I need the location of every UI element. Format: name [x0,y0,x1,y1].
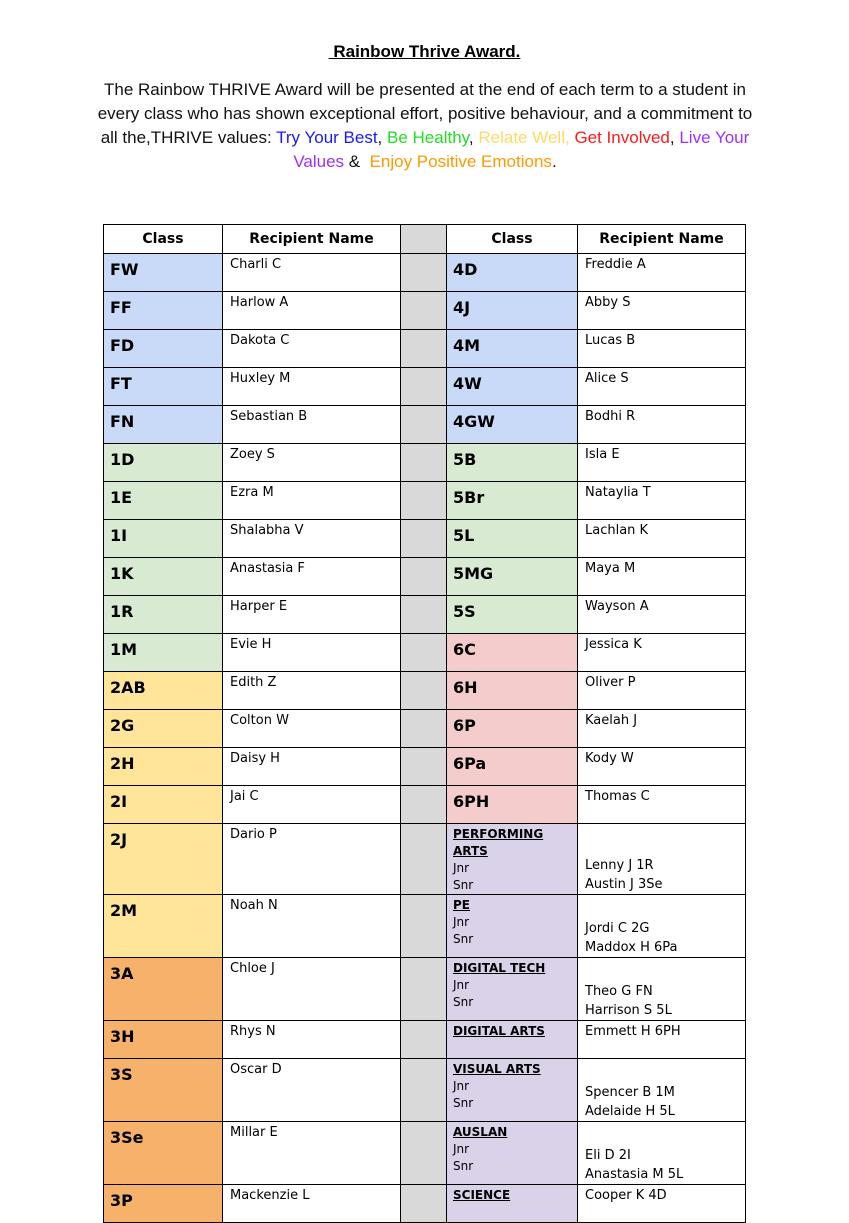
class-cell: 4GW [447,406,578,444]
specialist-recipient-cell [578,1021,746,1059]
class-cell: 3H [104,1021,223,1059]
recipient-name: Eli D 2I [585,1148,631,1163]
recipient-cell: Colton W [223,710,401,748]
intro-text: The Rainbow THRIVE Award will be presented at the end of each term to a student in every class who has shown exceptional effort, positive behaviour, and a commitment to all the,THRIVE values: [97,80,753,147]
recipient-cell: Lucas B [578,330,746,368]
value-separator: & [344,152,370,171]
table-row [104,634,746,672]
class-cell: 5S [447,596,578,634]
separator-cell [401,292,447,330]
recipient-cell: Kaelah J [578,710,746,748]
level-label: Snr [453,1159,474,1173]
level-label: Jnr [453,1079,470,1093]
separator-cell [401,1185,447,1223]
recipient-name: Adelaide H 5L [585,1104,675,1119]
table-row [104,1185,746,1223]
recipient-cell: Shalabha V [223,520,401,558]
recipient-cell: Wayson A [578,596,746,634]
class-cell: FF [104,292,223,330]
separator-cell [401,824,447,895]
class-cell: 1D [104,444,223,482]
separator-cell [401,596,447,634]
class-cell: 2AB [104,672,223,710]
class-cell: 2G [104,710,223,748]
class-cell: 6P [447,710,578,748]
subject-title: PERFORMING ARTS [453,827,544,858]
separator-cell [401,1059,447,1122]
subject-title: SCIENCE [453,1188,511,1202]
separator-cell [401,1122,447,1185]
thrive-value: Be Healthy [387,128,469,147]
level-label: Snr [453,995,474,1009]
table-row [104,1122,746,1185]
value-separator: , [669,128,680,147]
recipient-name: Emmett H 6PH [585,1024,681,1039]
class-cell: 2I [104,786,223,824]
table-row [104,330,746,368]
recipient-cell: Bodhi R [578,406,746,444]
recipient-cell: Zoey S [223,444,401,482]
value-separator: , [468,128,479,147]
recipient-name: Austin J 3Se [585,877,663,892]
level-label: Snr [453,932,474,946]
class-cell: 5MG [447,558,578,596]
specialist-recipient-cell [578,958,746,1021]
class-cell: 5Br [447,482,578,520]
awards-body [104,254,746,1223]
recipient-cell: Dakota C [223,330,401,368]
class-cell: 6Pa [447,748,578,786]
table-row [104,1059,746,1122]
level-label: Jnr [453,1142,470,1156]
separator-cell [401,895,447,958]
class-cell: 3P [104,1185,223,1223]
class-cell: 4M [447,330,578,368]
title-text: Rainbow Thrive Award. [328,42,521,61]
subject-title: DIGITAL ARTS [453,1024,545,1038]
table-row [104,710,746,748]
header-recipient-right: Recipient Name [578,225,746,254]
recipient-cell: Anastasia F [223,558,401,596]
recipient-cell: Kody W [578,748,746,786]
recipient-cell: Millar E [223,1122,401,1185]
class-cell: 3S [104,1059,223,1122]
intro-paragraph [95,78,755,174]
specialist-recipient-cell [578,1185,746,1223]
class-cell: 1E [104,482,223,520]
class-cell: 5L [447,520,578,558]
subject-title: VISUAL ARTS [453,1062,541,1076]
specialist-recipient-cell [578,824,746,895]
separator-column [401,225,447,254]
separator-cell [401,748,447,786]
awards-table [103,224,746,1223]
separator-cell [401,1021,447,1059]
class-cell: 6PH [447,786,578,824]
recipient-cell: Maya M [578,558,746,596]
recipient-name: Theo G FN [585,984,653,999]
recipient-cell: Oscar D [223,1059,401,1122]
value-separator: , [377,128,387,147]
level-label: Jnr [453,978,470,992]
class-cell: 3Se [104,1122,223,1185]
recipient-cell: Oliver P [578,672,746,710]
separator-cell [401,254,447,292]
recipient-cell: Harlow A [223,292,401,330]
class-cell: 2J [104,824,223,895]
recipient-cell: Huxley M [223,368,401,406]
table-row [104,292,746,330]
class-cell: 1K [104,558,223,596]
specialist-subject-cell [447,1185,578,1223]
class-cell: 1R [104,596,223,634]
table-row [104,444,746,482]
header-row [104,225,746,254]
specialist-subject-cell [447,824,578,895]
class-cell: FD [104,330,223,368]
table-row [104,958,746,1021]
specialist-subject-cell [447,895,578,958]
table-row [104,596,746,634]
table-row [104,558,746,596]
recipient-cell: Thomas C [578,786,746,824]
thrive-value: Get Involved [574,128,670,147]
recipient-cell: Freddie A [578,254,746,292]
table-row [104,482,746,520]
recipient-cell: Abby S [578,292,746,330]
specialist-subject-cell [447,1021,578,1059]
recipient-name: Lenny J 1R [585,858,654,873]
recipient-cell: Noah N [223,895,401,958]
level-label: Snr [453,878,474,892]
specialist-subject-cell [447,1122,578,1185]
separator-cell [401,368,447,406]
table-row [104,368,746,406]
recipient-name: Spencer B 1M [585,1085,675,1100]
thrive-value: Relate Well, [478,128,570,147]
table-row [104,895,746,958]
class-cell: 3A [104,958,223,1021]
recipient-name: Cooper K 4D [585,1188,667,1203]
level-label: Snr [453,1096,474,1110]
subject-title: PE [453,898,470,912]
recipient-name: Anastasia M 5L [585,1167,684,1182]
level-label: Jnr [453,915,470,929]
recipient-cell: Jai C [223,786,401,824]
separator-cell [401,444,447,482]
recipient-cell: Edith Z [223,672,401,710]
header-recipient-left: Recipient Name [223,225,401,254]
recipient-cell: Daisy H [223,748,401,786]
level-label: Jnr [453,861,470,875]
specialist-subject-cell [447,958,578,1021]
recipient-cell: Ezra M [223,482,401,520]
specialist-subject-cell [447,1059,578,1122]
class-cell: 4W [447,368,578,406]
recipient-cell: Harper E [223,596,401,634]
recipient-cell: Alice S [578,368,746,406]
table-row [104,824,746,895]
recipient-cell: Mackenzie L [223,1185,401,1223]
class-cell: 4D [447,254,578,292]
subject-title: AUSLAN [453,1125,508,1139]
table-row [104,1021,746,1059]
class-cell: FN [104,406,223,444]
recipient-cell: Lachlan K [578,520,746,558]
recipient-name: Harrison S 5L [585,1003,672,1018]
separator-cell [401,958,447,1021]
table-row [104,406,746,444]
separator-cell [401,672,447,710]
recipient-cell: Rhys N [223,1021,401,1059]
class-cell: FW [104,254,223,292]
table-row [104,748,746,786]
thrive-value: Live Your Values [293,128,750,171]
header-class-right: Class [447,225,578,254]
separator-cell [401,634,447,672]
table-row [104,254,746,292]
thrive-value: Enjoy Positive Emotions [369,152,552,171]
class-cell: 4J [447,292,578,330]
separator-cell [401,330,447,368]
specialist-recipient-cell [578,1122,746,1185]
header-class-left: Class [104,225,223,254]
recipient-cell: Sebastian B [223,406,401,444]
recipient-name: Jordi C 2G [585,921,650,936]
recipient-cell: Charli C [223,254,401,292]
separator-cell [401,520,447,558]
recipient-cell: Dario P [223,824,401,895]
separator-cell [401,786,447,824]
class-cell: 5B [447,444,578,482]
value-separator: . [551,152,557,171]
separator-cell [401,406,447,444]
recipient-cell: Chloe J [223,958,401,1021]
class-cell: 6H [447,672,578,710]
thrive-value: Try Your Best [276,128,378,147]
recipient-cell: Evie H [223,634,401,672]
class-cell: 1I [104,520,223,558]
class-cell: 6C [447,634,578,672]
specialist-recipient-cell [578,1059,746,1122]
table-row [104,786,746,824]
recipient-cell: Jessica K [578,634,746,672]
class-cell: 1M [104,634,223,672]
class-cell: FT [104,368,223,406]
recipient-name: Maddox H 6Pa [585,940,678,955]
separator-cell [401,558,447,596]
table-row [104,520,746,558]
subject-title: DIGITAL TECH [453,961,546,975]
separator-cell [401,710,447,748]
class-cell: 2M [104,895,223,958]
table-row [104,672,746,710]
recipient-cell: Isla E [578,444,746,482]
thrive-values [276,128,749,171]
recipient-cell: Nataylia T [578,482,746,520]
specialist-recipient-cell [578,895,746,958]
page-title [0,42,849,62]
class-cell: 2H [104,748,223,786]
separator-cell [401,482,447,520]
